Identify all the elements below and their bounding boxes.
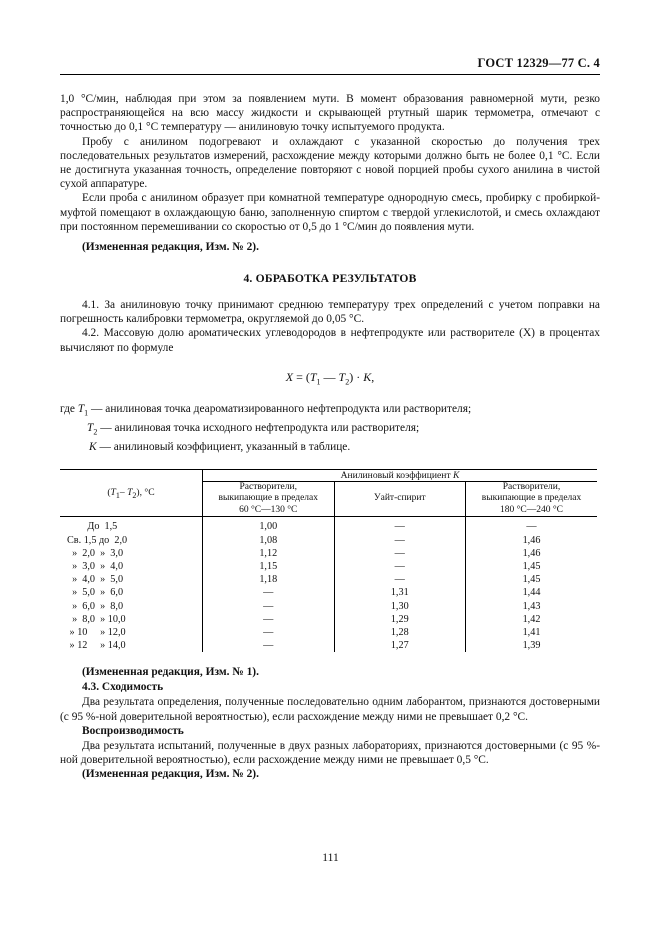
table-header-cell-range — [60, 469, 203, 517]
revision-note-1: (Измененная редакция, Изм. № 2). — [82, 241, 259, 254]
table-header-solvent-60-130-label: Растворители, выкипающие в пределах 60 °С—130 °С — [218, 481, 318, 515]
table-row — [60, 517, 597, 534]
cell-solvent-60-130: 1,00 — [203, 517, 335, 534]
cell-range: » 4,0 » 5,0 — [67, 574, 124, 586]
cell-solvent-180-240: 1,42 — [466, 613, 598, 626]
paragraph-intro: 1,0 °С/мин, наблюдая при этом за появлением мути. В момент образования равномерной мути, резко распространяющейся на всю массу жидкости и скрывающей ртутный шарик термометра, отмечают с точностью до 0,1 °С температуру — анилиновую точку испытуемого продукта. — [60, 93, 600, 134]
cell-white-spirit: — — [334, 547, 466, 560]
legend-k-text: — анилиновый коэффициент, указанный в таблице. — [99, 440, 351, 453]
heading-reproducibility: Воспроизводимость — [82, 724, 184, 737]
table-header-cell-solvent-180-240 — [466, 481, 598, 517]
cell-solvent-180-240: 1,45 — [466, 560, 598, 573]
cell-solvent-60-130: 1,12 — [203, 547, 335, 560]
legend-t2-text: — анилиновая точка исходного нефтепродукта или растворителя; — [100, 422, 420, 435]
legend-k: K — анилиновый коэффициент, указанный в таблице. — [89, 440, 351, 453]
legend-t1: где $T_1$ — анилиновая точка деароматизированного нефтепродукта или растворителя; — [60, 403, 472, 418]
cell-solvent-60-130: — — [203, 600, 335, 613]
cell-solvent-60-130: — — [203, 639, 335, 652]
table-header-solvent-180-240-label: Растворители, выкипающие в пределах 180 °С—240 °С — [481, 481, 582, 515]
cell-range: » 12 » 14,0 — [67, 640, 126, 652]
document-header: ГОСТ 12329—77 С. 4 — [60, 56, 600, 75]
cell-solvent-180-240: 1,44 — [466, 586, 598, 599]
cell-solvent-60-130: — — [203, 613, 335, 626]
cell-white-spirit: 1,30 — [334, 600, 466, 613]
revision-note-3: (Измененная редакция, Изм. № 2). — [82, 768, 259, 781]
aniline-coefficient-table-wrap — [60, 469, 597, 653]
table-header-group-label: Анилиновый коэффициент K — [340, 469, 460, 481]
formula-legend — [60, 402, 600, 454]
page-number: 111 — [322, 852, 339, 864]
table-row — [60, 586, 597, 599]
aniline-coefficient-table — [60, 469, 597, 653]
table-row — [60, 613, 597, 626]
cell-solvent-60-130: 1,18 — [203, 573, 335, 586]
cell-solvent-180-240: 1,46 — [466, 534, 598, 547]
legend-t2: $T_2$ — анилиновая точка исходного нефтепродукта или растворителя; — [87, 422, 420, 437]
cell-range: » 5,0 » 6,0 — [67, 587, 124, 599]
paragraph-room-temperature: Если проба с анилином образует при комнатной температуре однородную смесь, пробирку с пробиркой-муфтой помещают в охлаждающую баню, заполненную спиртом с твердой углекислотой, и смесь охлаждают при постоянном перемешивании со скоростью от 0,5 до 1 °С/мин до появления мути. — [60, 192, 600, 233]
table-row — [60, 547, 597, 560]
cell-solvent-180-240: 1,43 — [466, 600, 598, 613]
legend-lead: где — [60, 403, 75, 416]
cell-white-spirit: 1,27 — [334, 639, 466, 652]
paragraph-4-2: 4.2. Массовую долю ароматических углеводородов в нефтепродукте или растворителе (X) в процентах вычисляют по формуле — [60, 327, 600, 354]
heading-4-3-convergence: 4.3. Сходимость — [82, 681, 164, 694]
table-group-header-row — [60, 469, 597, 481]
cell-range: » 2,0 » 3,0 — [67, 547, 124, 559]
section-heading-results: 4. ОБРАБОТКА РЕЗУЛЬТАТОВ — [243, 272, 417, 286]
cell-range: » 8,0 » 10,0 — [67, 613, 126, 625]
table-header-cell-solvent-60-130 — [203, 481, 335, 517]
cell-solvent-180-240: — — [466, 517, 598, 534]
table-row — [60, 560, 597, 573]
paragraph-4-3-convergence: Два результата определения, полученные последовательно одним лаборантом, признаются достоверными (с 95 %-ной доверительной вероятностью), если расхождение между ними не превышает 0,2 °С. — [60, 696, 600, 723]
formula-aromatic-content: $X = (T_1$ — $T_2) \cdot K$, — [285, 369, 375, 387]
legend-t1-text: — анилиновая точка деароматизированного нефтепродукта или растворителя; — [91, 403, 472, 416]
table-header-range-label: ($T_1-$ $T_2$), °С — [107, 486, 155, 500]
table-row — [60, 626, 597, 639]
table-row — [60, 639, 597, 652]
cell-white-spirit: 1,28 — [334, 626, 466, 639]
cell-range: До 1,5 — [60, 517, 203, 534]
paragraph-reproducibility: Два результата испытаний, полученные в двух разных лабораториях, признаются достоверными (с 95 %-ной доверительной вероятностью), если расхождение между ними не превышает 0,5 °С. — [60, 739, 600, 766]
paragraph-4-1: 4.1. За анилиновую точку принимают среднюю температуру трех определений с учетом поправки на погрешность калибровки термометра, округляемой до 0,05 °С. — [60, 299, 600, 326]
page-content — [60, 56, 600, 782]
cell-solvent-180-240: 1,45 — [466, 573, 598, 586]
cell-solvent-180-240: 1,39 — [466, 639, 598, 652]
table-row — [60, 573, 597, 586]
paragraph-sample-heating: Пробу с анилином подогревают и охлаждают с указанной скоростью до получения трех последовательных результатов измерений, расхождение между которыми должно быть не более 0,1 °С. Если не достигнута указанная точность, определение повторяют с новой порцией пробы сухого анилина в чистой сухой аппаратуре. — [60, 135, 600, 191]
table-row — [60, 600, 597, 613]
cell-white-spirit: 1,31 — [334, 586, 466, 599]
cell-white-spirit: — — [334, 560, 466, 573]
cell-solvent-60-130: 1,15 — [203, 560, 335, 573]
cell-range: Св. 1,5 до 2,0 — [67, 534, 128, 546]
table-header-cell-white-spirit: Уайт-спирит — [334, 481, 466, 517]
cell-white-spirit: 1,29 — [334, 613, 466, 626]
table-body — [60, 469, 597, 652]
cell-solvent-60-130: — — [203, 586, 335, 599]
table-row — [60, 534, 597, 547]
cell-solvent-180-240: 1,46 — [466, 547, 598, 560]
cell-range: » 10 » 12,0 — [67, 626, 126, 638]
cell-range: » 6,0 » 8,0 — [67, 600, 124, 612]
table-header-cell-group — [203, 469, 598, 481]
cell-solvent-60-130: — — [203, 626, 335, 639]
cell-white-spirit: — — [334, 517, 466, 534]
cell-solvent-60-130: 1,08 — [203, 534, 335, 547]
trailing-text — [60, 665, 600, 782]
cell-solvent-180-240: 1,41 — [466, 626, 598, 639]
cell-range: » 3,0 » 4,0 — [67, 560, 124, 572]
cell-white-spirit: — — [334, 534, 466, 547]
revision-note-2: (Измененная редакция, Изм. № 1). — [82, 666, 259, 679]
cell-white-spirit: — — [334, 573, 466, 586]
